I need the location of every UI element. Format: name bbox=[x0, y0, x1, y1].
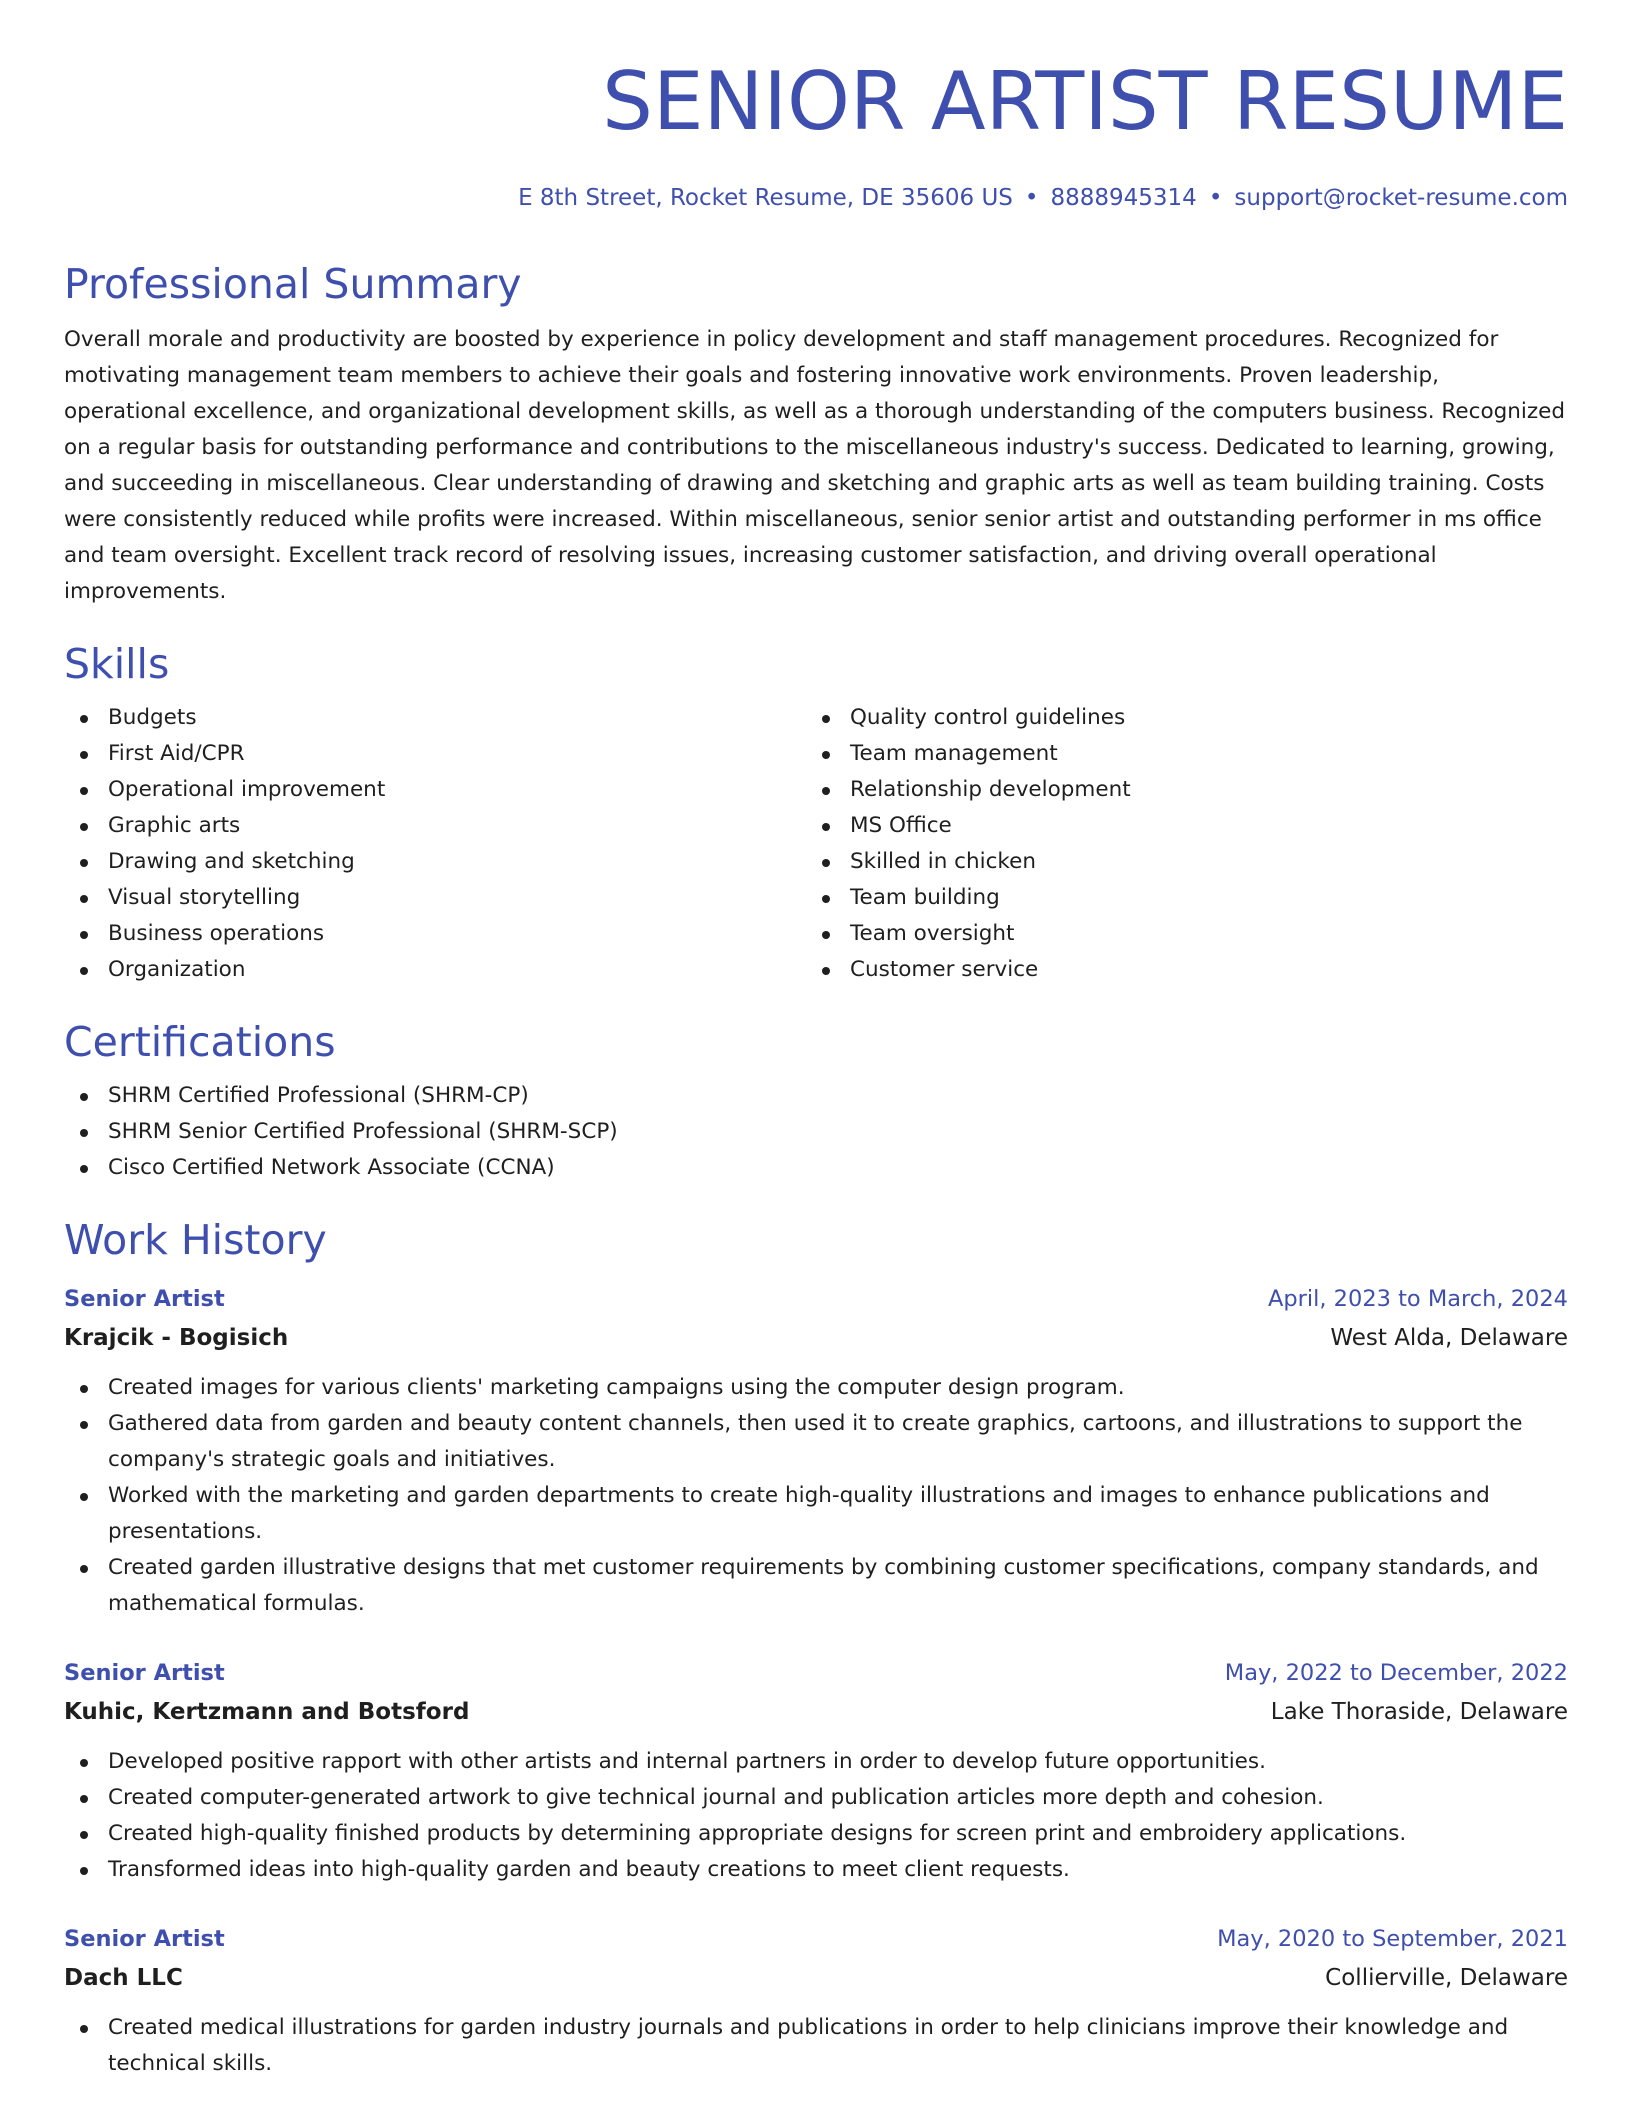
skills-grid bbox=[64, 700, 1568, 988]
certifications-section bbox=[64, 1014, 1568, 1186]
skills-section bbox=[64, 636, 1568, 988]
job-title-row bbox=[64, 1654, 1568, 1692]
skill-item: Team oversight bbox=[806, 916, 1548, 952]
job-company-row bbox=[64, 1958, 1568, 1998]
phone-number[interactable]: 8888945314 bbox=[1050, 185, 1197, 211]
job-bullet: Developed positive rapport with other artists and internal partners in order to develop future opportunities. bbox=[64, 1744, 1568, 1780]
job-entry bbox=[64, 1280, 1568, 1622]
job-company: Dach LLC bbox=[64, 1965, 183, 1991]
certifications-list bbox=[64, 1078, 1568, 1186]
skill-item: Visual storytelling bbox=[64, 880, 806, 916]
job-bullet-list bbox=[64, 2010, 1568, 2082]
skill-item: Team building bbox=[806, 880, 1548, 916]
skill-item: Team management bbox=[806, 736, 1548, 772]
skill-item: Customer service bbox=[806, 952, 1548, 988]
skill-item: Skilled in chicken bbox=[806, 844, 1548, 880]
skill-item: Organization bbox=[64, 952, 806, 988]
skill-item: Operational improvement bbox=[64, 772, 806, 808]
section-heading-summary: Professional Summary bbox=[64, 260, 522, 308]
job-bullet: Created images for various clients' marketing campaigns using the computer design program. bbox=[64, 1370, 1568, 1406]
section-heading-skills: Skills bbox=[64, 640, 170, 688]
summary-text: Overall morale and productivity are boosted by experience in policy development and staff management procedures. Recognized for motivating management team members to achieve their goals and fostering innovative work environments. Proven leadership, operational excellence, and organizational development skills, as well as a thorough understanding of the computers business. Recognized on a regular basis for outstanding performance and contributions to the miscellaneous industry's success. Dedicated to learning, growing, and succeeding in miscellaneous. Clear understanding of drawing and sketching and graphic arts as well as team building training. Costs were consistently reduced while profits were increased. Within miscellaneous, senior senior artist and outstanding performer in ms office and team oversight. Excellent track record of resolving issues, increasing customer satisfaction, and driving overall operational improvements. bbox=[64, 327, 1566, 604]
job-title-row bbox=[64, 1920, 1568, 1958]
skill-item: Graphic arts bbox=[64, 808, 806, 844]
job-dates: May, 2020 to September, 2021 bbox=[1217, 1926, 1568, 1952]
skill-item: First Aid/CPR bbox=[64, 736, 806, 772]
skill-item: MS Office bbox=[806, 808, 1548, 844]
summary-section bbox=[64, 256, 1568, 610]
certification-item: SHRM Senior Certified Professional (SHRM-SCP) bbox=[64, 1114, 1568, 1150]
skill-item: Drawing and sketching bbox=[64, 844, 806, 880]
section-heading-certifications: Certifications bbox=[64, 1018, 336, 1066]
job-bullet: Gathered data from garden and beauty content channels, then used it to create graphics, cartoons, and illustrations to support the company's strategic goals and initiatives. bbox=[64, 1406, 1568, 1478]
job-location: West Alda, Delaware bbox=[1330, 1325, 1568, 1351]
job-bullet: Worked with the marketing and garden departments to create high-quality illustrations and images to enhance publications and presentations. bbox=[64, 1478, 1568, 1550]
skills-column-left bbox=[64, 700, 806, 988]
section-heading-work-history: Work History bbox=[64, 1216, 327, 1264]
resume-page bbox=[64, 0, 1568, 2082]
contact-separator: • bbox=[1208, 185, 1223, 211]
job-title: Senior Artist bbox=[64, 1286, 225, 1312]
job-company: Krajcik - Bogisich bbox=[64, 1325, 289, 1351]
job-company-row bbox=[64, 1318, 1568, 1358]
job-company: Kuhic, Kertzmann and Botsford bbox=[64, 1699, 470, 1725]
email-address[interactable]: support@rocket-resume.com bbox=[1234, 185, 1568, 211]
address: E 8th Street, Rocket Resume, DE 35606 US bbox=[518, 185, 1013, 211]
job-entry bbox=[64, 1654, 1568, 1888]
job-entry bbox=[64, 1920, 1568, 2082]
work-history-section bbox=[64, 1212, 1568, 2082]
skills-column-right bbox=[806, 700, 1548, 988]
job-bullet-list bbox=[64, 1370, 1568, 1622]
job-title: Senior Artist bbox=[64, 1926, 225, 1952]
job-bullet: Created medical illustrations for garden industry journals and publications in order to help clinicians improve their knowledge and technical skills. bbox=[64, 2010, 1568, 2082]
job-bullet: Created computer-generated artwork to give technical journal and publication articles more depth and cohesion. bbox=[64, 1780, 1568, 1816]
job-title: Senior Artist bbox=[64, 1660, 225, 1686]
skill-item: Budgets bbox=[64, 700, 806, 736]
certification-item: SHRM Certified Professional (SHRM-CP) bbox=[64, 1078, 1568, 1114]
job-bullet: Created high-quality finished products by determining appropriate designs for screen print and embroidery applications. bbox=[64, 1816, 1568, 1852]
skill-item: Quality control guidelines bbox=[806, 700, 1548, 736]
job-bullet: Created garden illustrative designs that met customer requirements by combining customer specifications, company standards, and mathematical formulas. bbox=[64, 1550, 1568, 1622]
certification-item: Cisco Certified Network Associate (CCNA) bbox=[64, 1150, 1568, 1186]
job-dates: May, 2022 to December, 2022 bbox=[1224, 1660, 1568, 1686]
resume-title: SENIOR ARTIST RESUME bbox=[602, 55, 1568, 148]
job-location: Collierville, Delaware bbox=[1325, 1965, 1568, 1991]
contact-separator: • bbox=[1024, 185, 1039, 211]
skill-item: Business operations bbox=[64, 916, 806, 952]
job-bullet-list bbox=[64, 1744, 1568, 1888]
job-dates: April, 2023 to March, 2024 bbox=[1267, 1286, 1568, 1312]
skill-item: Relationship development bbox=[806, 772, 1548, 808]
job-title-row bbox=[64, 1280, 1568, 1318]
job-bullet: Transformed ideas into high-quality garden and beauty creations to meet client requests. bbox=[64, 1852, 1568, 1888]
contact-line bbox=[64, 180, 1568, 216]
job-company-row bbox=[64, 1692, 1568, 1732]
job-location: Lake Thoraside, Delaware bbox=[1270, 1699, 1568, 1725]
